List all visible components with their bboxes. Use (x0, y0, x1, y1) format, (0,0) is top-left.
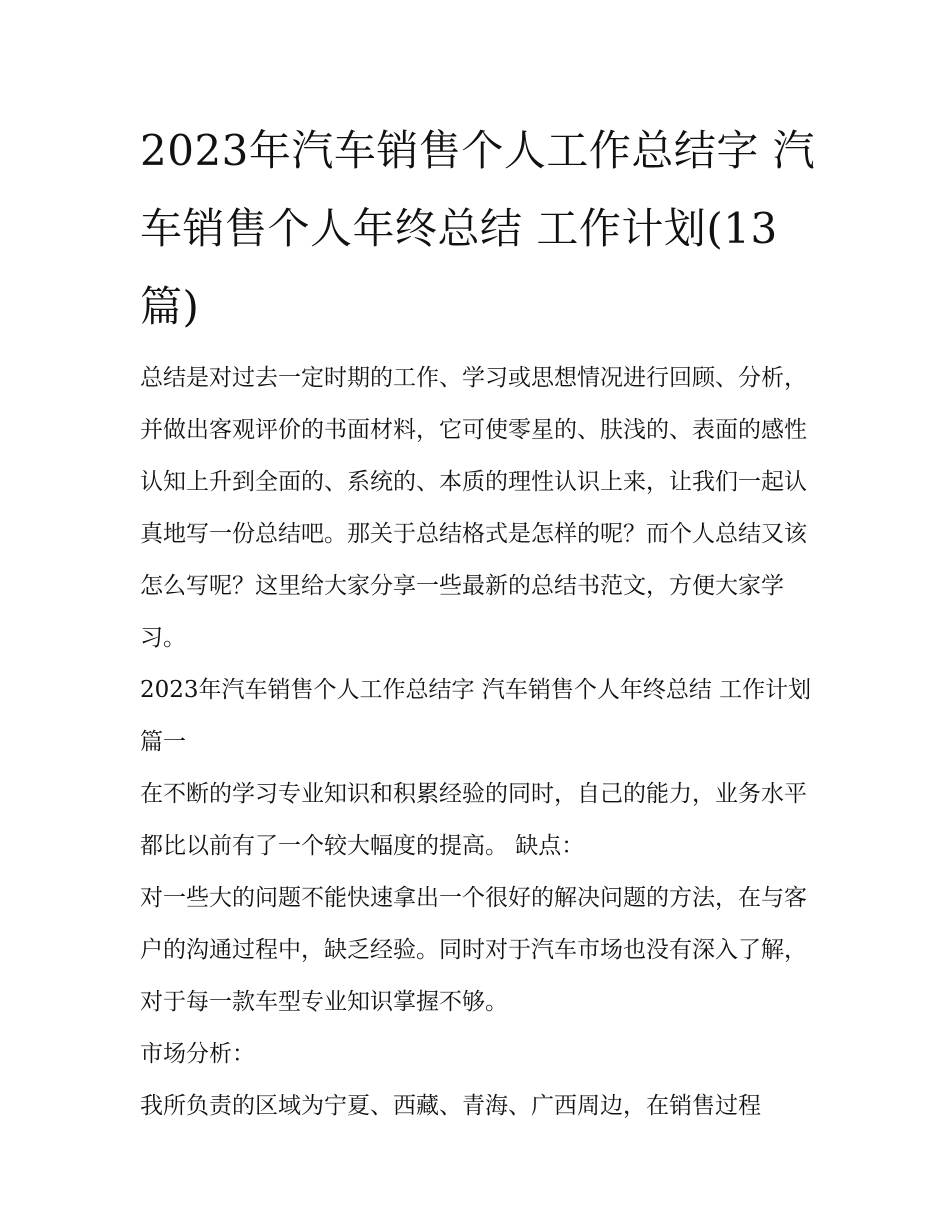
intro-paragraph: 总结是对过去一定时期的工作、学习或思想情况进行回顾、分析，并做出客观评价的书面材料，它可使零星的、肤浅的、表面的感性认知上升到全面的、系统的、本质的理性认识上来，让我们一起认真地写一份总结吧。那关于总结格式是怎样的呢？而个人总结又该怎么写呢？这里给大家分享一些最新的总结书范文，方便大家学习。 (140, 365, 807, 651)
document-page (140, 112, 820, 1132)
body-paragraph: 我所负责的区域为宁夏、西藏、青海、广西周边，在销售过程 (140, 1093, 761, 1119)
section-heading: 2023年汽车销售个人工作总结字 汽车销售个人年终总结 工作计划篇一 (140, 677, 812, 755)
body-paragraph: 在不断的学习专业知识和积累经验的同时，自己的能力，业务水平都比以前有了一个较大幅度的提高。 缺点： (140, 781, 807, 859)
subheading: 市场分析： (140, 1041, 255, 1067)
document-title: 2023年汽车销售个人工作总结字 汽车销售个人年终总结 工作计划(13篇) (140, 126, 816, 331)
body-paragraph: 对一些大的问题不能快速拿出一个很好的解决问题的方法，在与客户的沟通过程中，缺乏经验。同时对于汽车市场也没有深入了解，对于每一款车型专业知识掌握不够。 (140, 885, 807, 1015)
